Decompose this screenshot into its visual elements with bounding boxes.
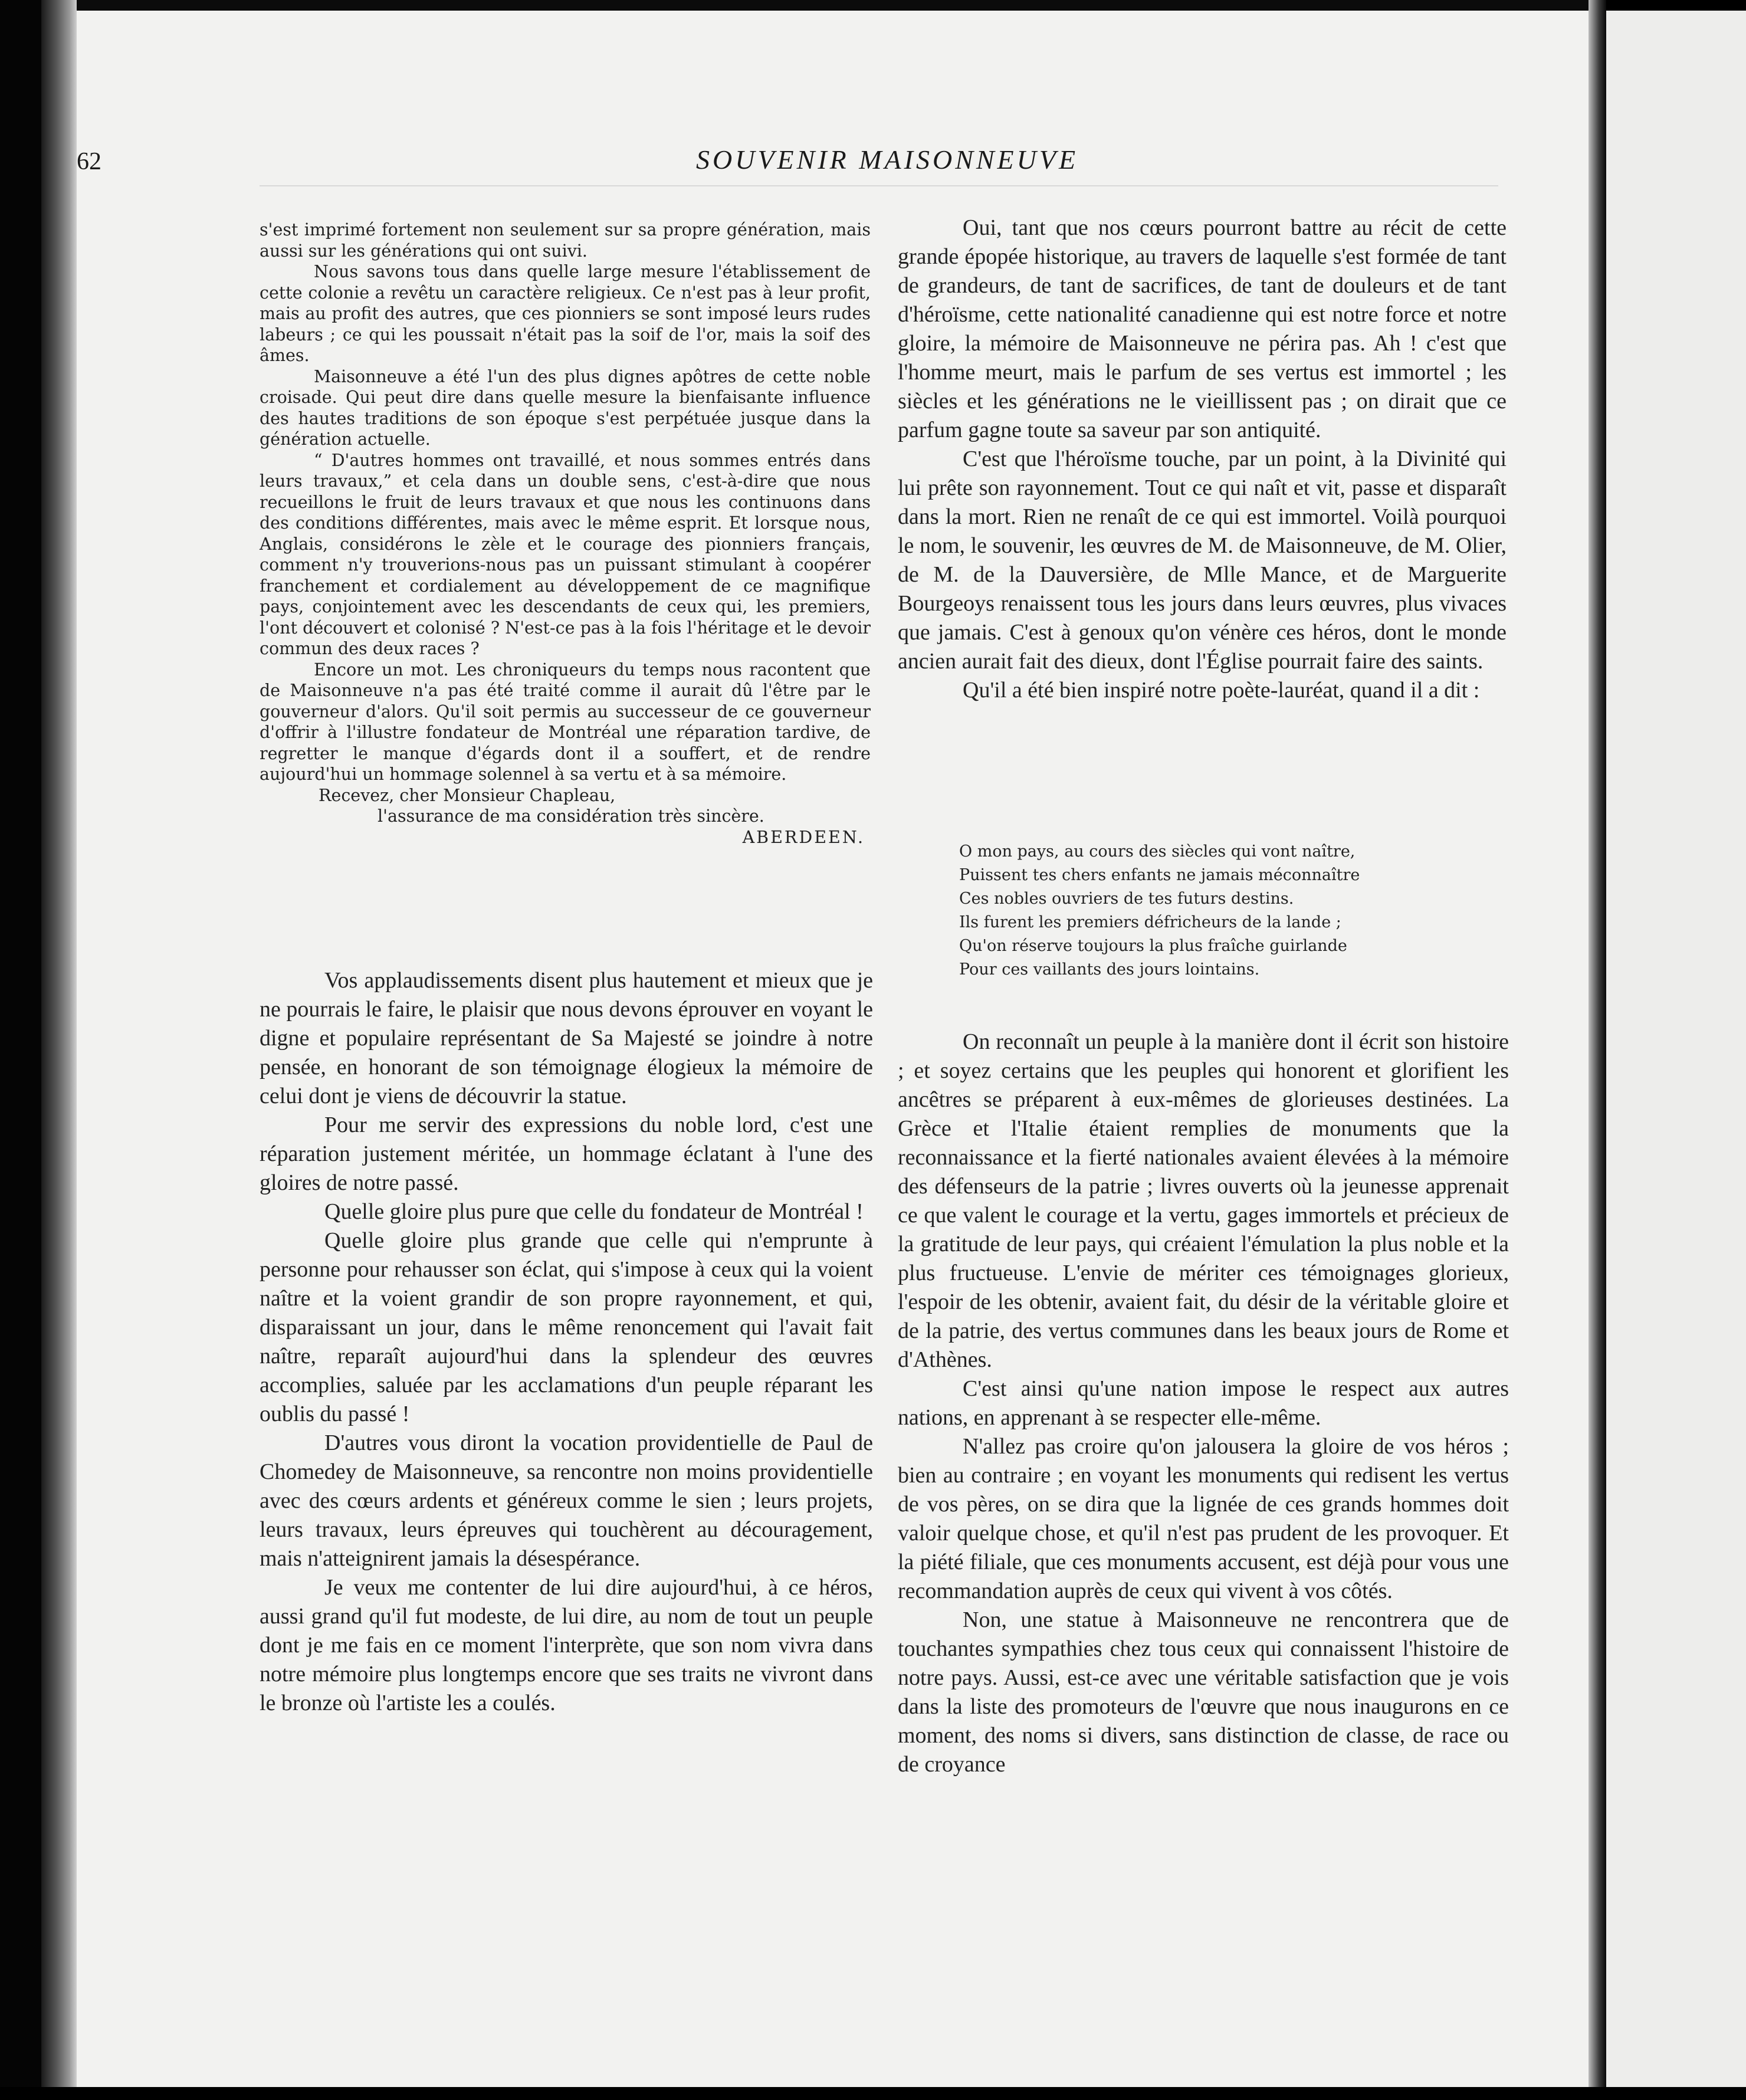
header-rule xyxy=(260,185,1498,186)
facing-page-edge xyxy=(1606,11,1746,2087)
running-title: SOUVENIR MAISONNEUVE xyxy=(696,145,1079,175)
speech-paragraph: Quelle gloire plus grande que celle qui n'emprunte à personne pour rehausser son éclat, qui s'impose à ceux qui la voient naître et la voient grandir de son propre rayonnement, et qui, disparaissant un jour, dans le même renoncement qui l'avait fait naître, reparaît aujourd'hui dans la splendeur des œuvres accomplies, saluée par les acclamations d'un peuple réparant les oublis du passé ! xyxy=(260,1228,873,1426)
speech-paragraph: D'autres vous diront la vocation providentielle de Paul de Chomedey de Maisonneuve, sa rencontre non moins providentielle avec des cœurs ardents et généreux comme le sien ; leurs projets, leurs travaux, leurs épreuves qui touchèrent au découragement, mais n'atteignirent jamais la désespérance. xyxy=(260,1430,873,1571)
letter-closing: Recevez, cher Monsieur Chapleau, xyxy=(319,785,616,805)
letter-paragraph: Nous savons tous dans quelle large mesure l'établissement de cette colonie a revêtu un caractère religieux. Ce n'est pas à leur profit, mais au profit des autres, que ces pionniers se sont imposé leurs rudes labeurs ; ce qui les poussait n'était pas la soif de l'or, mais la soif des âmes. xyxy=(260,262,871,365)
book-binding-right xyxy=(1589,0,1606,2100)
page-number: 62 xyxy=(77,148,101,175)
letter-paragraph: Maisonneuve a été l'un des plus dignes apôtres de cette noble croisade. Qui peut dire dans quelle mesure la bienfaisante influence des hautes traditions de son époque s'est perpétuée jusque dans la génération actuelle. xyxy=(260,366,871,449)
poem-line: Ils furent les premiers défricheurs de la lande ; xyxy=(959,913,1341,931)
poem-line: O mon pays, au cours des siècles qui vont naître, xyxy=(959,842,1356,861)
speech-column-left xyxy=(260,966,873,1718)
speech-paragraph: Non, une statue à Maisonneuve ne rencontrera que de touchantes sympathies chez tous ceux qui connaissent l'histoire de notre pays. Aussi, est-ce avec une véritable satisfaction que je vois dans la liste des promoteurs de l'œuvre que nous inaugurons en ce moment, des noms si divers, sans distinction de classe, de race ou de croyance xyxy=(898,1607,1509,1777)
speech-paragraph: Oui, tant que nos cœurs pourront battre au récit de cette grande épopée historique, au travers de laquelle s'est formée de tant de grandeurs, de tant de sacrifices, de tant de douleurs et de tant d'héroïsme, cette nationalité canadienne qui est notre force et notre gloire, la mémoire de Maisonneuve ne périra pas. Ah ! c'est que l'homme meurt, mais le parfum de ses vertus est immortel ; les siècles et les générations ne le vieillissent pas ; on dirait que ce parfum gagne toute sa saveur par son antiquité. xyxy=(898,215,1507,442)
letter-excerpt xyxy=(260,219,871,848)
poem-line: Puissent tes chers enfants ne jamais méconnaître xyxy=(959,866,1360,884)
speech-column-right-bottom xyxy=(898,1028,1509,1779)
letter-closing: l'assurance de ma considération très sincère. xyxy=(378,806,764,826)
scan-frame-top xyxy=(77,0,1589,11)
scan-frame-bottom xyxy=(0,2087,1746,2100)
speech-paragraph: Qu'il a été bien inspiré notre poète-lauréat, quand il a dit : xyxy=(963,678,1480,703)
letter-paragraph: s'est imprimé fortement non seulement sur sa propre génération, mais aussi sur les générations qui ont suivi. xyxy=(260,220,871,261)
poem-quotation xyxy=(959,840,1508,982)
speech-paragraph: Je veux me contenter de lui dire aujourd'hui, à ce héros, aussi grand qu'il fut modeste, de lui dire, au nom de tout un peuple dont je me fais en ce moment l'interprète, que son nom vivra dans notre mémoire plus longtemps encore que ses traits ne vivront dans le bronze où l'artiste les a coulés. xyxy=(260,1575,873,1715)
book-binding-left xyxy=(41,0,77,2100)
speech-paragraph: N'allez pas croire qu'on jalousera la gloire de vos héros ; bien au contraire ; en voyant les monuments qui redisent les vertus de vos pères, on se dira que la lignée de ces grands hommes doit valoir quelque chose, et qu'il n'est pas prudent de les provoquer. Et la piété filiale, que ces monuments accusent, est déjà pour vous une recommandation auprès de ceux qui vivent à vos côtés. xyxy=(898,1434,1509,1603)
speech-paragraph: C'est que l'héroïsme touche, par un point, à la Divinité qui lui prête son rayonnement. Tout ce qui naît et vit, passe et disparaît dans la mort. Rien ne renaît de ce qui est immortel. Voilà pourquoi le nom, le souvenir, les œuvres de M. de Maisonneuve, de M. Olier, de M. de la Dauversière, de Mlle Mance, et de Marguerite Bourgeoys renaissent tous les jours dans leurs œuvres, plus vivaces que jamais. C'est à genoux qu'on vénère ces héros, dont le monde ancien aurait fait des dieux, dont l'Église pourrait faire des saints. xyxy=(898,447,1507,674)
poem-line: Ces nobles ouvriers de tes futurs destins. xyxy=(959,890,1294,908)
letter-paragraph: “ D'autres hommes ont travaillé, et nous sommes entrés dans leurs travaux,” et cela dans un double sens, c'est-à-dire que nous recueillons le fruit de leurs travaux et que nous les continuons dans des conditions différentes, mais avec le même esprit. Et lorsque nous, Anglais, considérons le zèle et le courage des pionniers français, comment n'y trouverions-nous pas un puissant stimulant à coopérer franchement et cordialement au développement de ce magnifique pays, conjointement avec les descendants de ceux qui, les premiers, l'ont découvert et colonisé ? N'est-ce pas à la fois l'héritage et le devoir commun des deux races ? xyxy=(260,450,871,658)
poem-line: Pour ces vaillants des jours lointains. xyxy=(959,960,1260,979)
scan-frame-left xyxy=(0,0,41,2100)
speech-paragraph: Vos applaudissements disent plus hautement et mieux que je ne pourrais le faire, le plaisir que nous devons éprouver en voyant le digne et populaire représentant de Sa Majesté se joindre à notre pensée, en honorant de son témoignage élogieux la mémoire de celui dont je viens de découvrir la statue. xyxy=(260,968,873,1108)
speech-paragraph: C'est ainsi qu'une nation impose le respect aux autres nations, en apprenant à se respecter elle-même. xyxy=(898,1376,1509,1430)
letter-paragraph: Encore un mot. Les chroniqueurs du temps nous racontent que de Maisonneuve n'a pas été traité comme il aurait dû l'être par le gouverneur d'alors. Qu'il soit permis au successeur de ce gouverneur d'offrir à l'illustre fondateur de Montréal une réparation tardive, de regretter le manque d'égards dont il a souffert, et de rendre aujourd'hui un hommage solennel à sa vertu et à sa mémoire. xyxy=(260,659,871,784)
speech-paragraph: Pour me servir des expressions du noble lord, c'est une réparation justement méritée, un hommage éclatant à l'une des gloires de notre passé. xyxy=(260,1113,873,1195)
speech-column-right-top xyxy=(898,214,1507,705)
speech-paragraph: On reconnaît un peuple à la manière dont il écrit son histoire ; et soyez certains que les peuples qui honorent et glorifient les ancêtres se préparent à eux-mêmes de glorieuses destinées. La Grèce et l'Italie étaient remplies de monuments que la reconnaissance et la fierté nationales avaient élevées à la mémoire des défenseurs de la patrie ; livres ouverts où la jeunesse apprenait ce que valent le courage et la vertu, gages immortels et précieux de la gratitude de leur pays, qui créaient l'émulation la plus noble et la plus fructueuse. L'envie de mériter ces témoignages glorieux, l'espoir de les obtenir, avaient fait, du désir de la véritable gloire et de la patrie, des vertus communes dans les beaux jours de Rome et d'Athènes. xyxy=(898,1029,1509,1372)
letter-signature: ABERDEEN. xyxy=(742,827,865,847)
poem-line: Qu'on réserve toujours la plus fraîche guirlande xyxy=(959,937,1347,955)
speech-paragraph: Quelle gloire plus pure que celle du fondateur de Montréal ! xyxy=(324,1199,864,1224)
